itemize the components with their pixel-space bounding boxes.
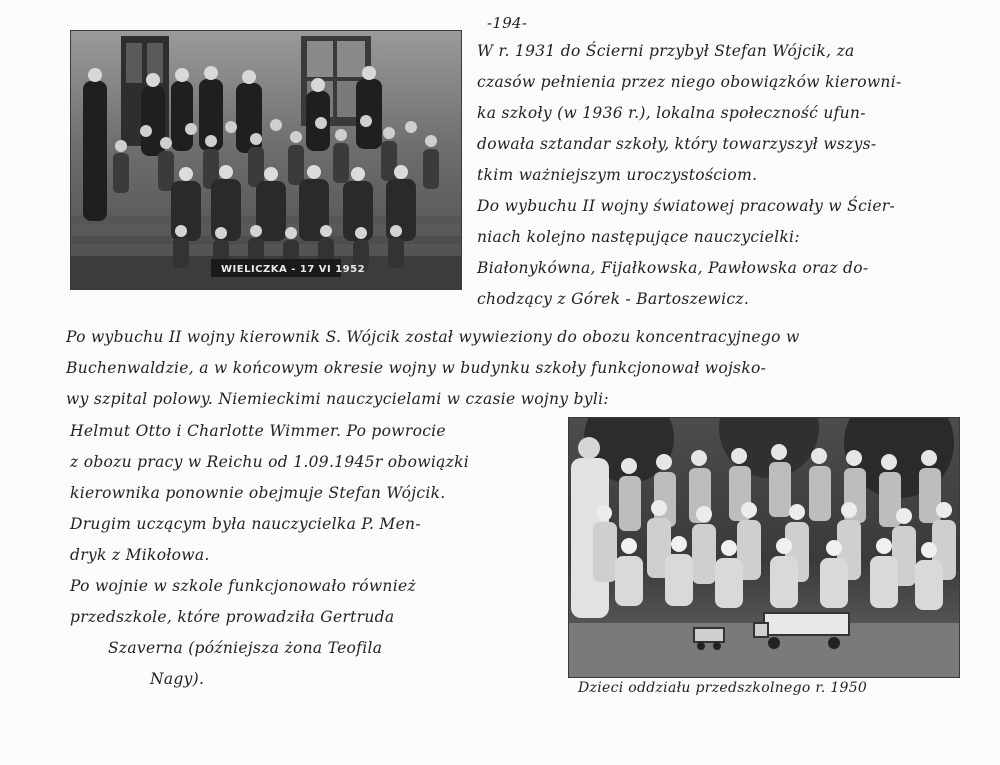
text-line: Po wojnie w szkole funkcjonowało również: [70, 577, 416, 595]
group-photo-preschool: [568, 417, 960, 678]
text-line: przedszkole, które prowadziła Gertruda: [70, 608, 395, 626]
text-line: W r. 1931 do Ścierni przybył Stefan Wójcik, za: [477, 42, 855, 60]
text-line: Drugim uczącym była nauczycielka P. Men-: [70, 515, 421, 533]
text-line: Do wybuchu II wojny światowej pracowały w Ścier-: [477, 197, 896, 215]
text-line: czasów pełnienia przez niego obowiązków kierowni-: [477, 73, 902, 91]
text-line: Buchenwaldzie, a w końcowym okresie wojny w budynku szkoły funkcjonował wojsko-: [66, 359, 767, 377]
text-line: chodzący z Górek - Bartoszewicz.: [477, 290, 750, 308]
photo-sign: WIELICZKA - 17 VI 1952: [221, 264, 366, 275]
text-line: Białonykówna, Fijałkowska, Pawłowska oraz do-: [477, 259, 869, 277]
photo-caption: Dzieci oddziału przedszkolnego r. 1950: [578, 680, 868, 696]
group-photo-school: [70, 30, 462, 290]
paragraph-left: [70, 416, 469, 695]
group-photo-preschool-image: [569, 418, 959, 677]
text-line: dryk z Mikołowa.: [70, 546, 210, 564]
text-line: Nagy).: [150, 670, 205, 688]
text-line: ka szkoły (w 1936 r.), lokalna społeczność ufun-: [477, 104, 866, 122]
paragraph-top: [477, 36, 902, 315]
text-line: Helmut Otto i Charlotte Wimmer. Po powrocie: [70, 422, 446, 440]
text-line: Szaverna (późniejsza żona Teofila: [108, 639, 383, 657]
page-number: -194-: [487, 14, 528, 32]
text-line: tkim ważniejszym uroczystościom.: [477, 166, 758, 184]
text-line: kierownika ponownie obejmuje Stefan Wójcik.: [70, 484, 446, 502]
text-line: z obozu pracy w Reichu od 1.09.1945r obowiązki: [70, 453, 470, 471]
text-line: Po wybuchu II wojny kierownik S. Wójcik został wywieziony do obozu koncentracyjnego w: [66, 328, 800, 346]
text-line: wy szpital polowy. Niemieckimi nauczycielami w czasie wojny byli:: [66, 390, 609, 408]
text-line: dowała sztandar szkoły, który towarzyszył wszys-: [477, 135, 877, 153]
paragraph-wide: [66, 322, 800, 415]
text-line: niach kolejno następujące nauczycielki:: [477, 228, 800, 246]
group-photo-school-image: [71, 31, 461, 289]
